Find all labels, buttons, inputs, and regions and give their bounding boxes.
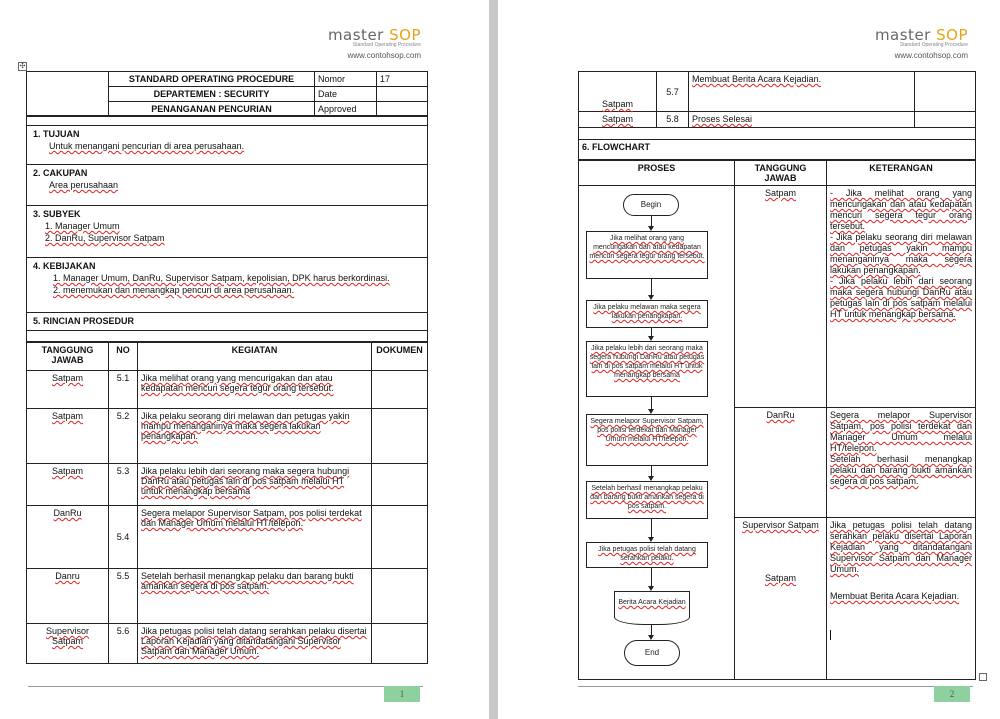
- flow-document: Berita Acara Kejadian: [614, 591, 690, 625]
- section-cakupan: 2. CAKUPAN Area perusahaan: [26, 165, 428, 206]
- table-row: Satpam - Jika melihat orang yang mencurigakan dan atau kedapatan mencuri segera tegur orang tersebut. - Jika pelaku seorang diri melawan dan petugas yakin mampu menanganinya maka segera lakukan penangkapan. - Jika pelaku lebih dari seorang maka segera hubungi DanRu atau petugas lain di pos satpam melalui HT untuk menangkap bersama.: [579, 186, 976, 408]
- flow-step-3: Jika pelaku lebih dari seorang maka segera hubungi DanRu atau petugas lain di pos satpam melalui HT untuk menangkap bersama: [586, 341, 708, 397]
- document-page-2: [498, 0, 1000, 719]
- table-row: Satpam 5.8 Proses Selesai: [579, 112, 976, 128]
- table-row: Satpam 5.3 Jika pelaku lebih dari seorang maka segera hubungi DanRu atau petugas lain di pos satpam melalui HT untuk menangkap bersama: [27, 464, 428, 506]
- procedure-table: TANGGUNG JAWAB NO KEGIATAN DOKUMEN Satpam 5.1 Jika melihat orang yang mencurigakan dan atau kedapatan mencuri segera tegur orang tersebut. Satpam 5.2 Jika pelaku seorang diri melawan dan petugas yakin mampu menanganinya maka segera lakukan penangkapan. Satpam 5.3 Jika pelaku lebih dari seorang maka segera hubungi DanRu atau petugas lain di pos satpam melalui HT untuk menangkap bersama DanRu 5.4 Segera melapor Supervisor Satpam, pos polisi terdekat dan Manager Umum melalui HT/telepon. Danru 5.5 Setelah berhasil menangkap pelaku dan barang bukti amankan segera di pos satpam. Supervisor Satpam 5.6 Jika petugas polisi telah datang serahkan pelaku disertai Laporan Kejadian yang ditandatangani Supervisor Satpam dan Manager Umum.: [26, 342, 428, 664]
- table-row: Supervisor Satpam Satpam Jika petugas polisi telah datang serahkan pelaku disertai Laporan Kejadian yang ditandatangani Supervisor Satpam dan Manager Umum. Membuat Berita Acara Kejadian.: [579, 518, 976, 680]
- section-subyek: 3. SUBYEK 1. Manager Umum 2. DanRu, Supervisor Satpam: [26, 206, 428, 258]
- table-row: Satpam 5.2 Jika pelaku seorang diri melawan dan petugas yakin mampu menanganinya maka segera lakukan penangkapan.: [27, 409, 428, 464]
- table-row: DanRu 5.4 Segera melapor Supervisor Satpam, pos polisi terdekat dan Manager Umum melalui HT/telepon.: [27, 506, 428, 569]
- flow-step-5: Setelah berhasil menangkap pelaku dan barang bukti amankan segera di pos satpam.: [586, 481, 708, 519]
- flowchart-table: PROSES TANGGUNG JAWAB KETERANGAN Satpam - Jika melihat orang yang mencurigakan dan atau kedapatan mencuri segera tegur orang tersebut. - Jika pelaku seorang diri melawan dan petugas yakin mampu menanganinya maka segera lakukan penangkapan. - Jika pelaku lebih dari seorang maka segera hubungi DanRu atau petugas lain di pos satpam melalui HT untuk menangkap bersama. DanRu Segera melapor Supervisor Satpam, pos polisi terdekat dan Manager Umum melalui HT/telepon. Setelah berhasil menangkap pelaku dan barang bukti amankan segera di pos satpam. Supervisor Satpam Satpam Jika petugas polisi telah datang serahkan pelaku disertai Laporan Kejadian yang ditandatangani Supervisor Satpam dan Manager Umum. Membuat Berita Acara Kejadian.: [578, 160, 976, 680]
- section-rincian: 5. RINCIAN PROSEDUR: [26, 313, 428, 331]
- document-page-1: [0, 0, 489, 719]
- flow-step-1: Jika melihat orang yang mencurigakan dan atau kedapatan mencuri segera tegur orang tersebut.: [586, 231, 708, 279]
- page-number: 1: [384, 686, 420, 702]
- flow-step-2: Jika pelaku melawan maka segera lakukan penangkapan.: [586, 300, 708, 328]
- table-move-handle-icon[interactable]: ✣: [19, 63, 26, 70]
- flow-end: End: [624, 640, 680, 666]
- table-resize-handle[interactable]: [979, 673, 987, 681]
- logo: master SOP Standard Operating Procedure www.contohsop.com: [327, 26, 421, 60]
- logo: master SOP Standard Operating Procedure www.contohsop.com: [874, 26, 968, 60]
- flowchart-title: 6. FLOWCHART: [579, 140, 976, 160]
- flow-step-6: Jika petugas polisi telah datang serahkan pelaku.: [586, 542, 708, 568]
- header-table: STANDARD OPERATING PROCEDURE Nomor 17 DEPARTEMEN : SECURITY Date PENANGANAN PENCURIAN Approved: [26, 71, 428, 117]
- flow-step-4: Segera melapor Supervisor Satpam, pos polisi terdekat dan Manager Umum melalui HT/telepon.: [586, 414, 708, 466]
- section-tujuan: 1. TUJUAN Untuk menangani pencurian di area perusahaan.: [26, 125, 428, 165]
- text-cursor: [830, 630, 831, 640]
- flow-begin: Begin: [623, 194, 679, 216]
- section-kebijakan: 4. KEBIJAKAN 1. Manager Umum, DanRu, Supervisor Satpam, kepolisian, DPK harus berkordinasi. 2. menemukan dan menangkap pencuri di area perusahaan.: [26, 258, 428, 313]
- table-row: Satpam 5.1 Jika melihat orang yang mencurigakan dan atau kedapatan mencuri segera tegur orang tersebut.: [27, 371, 428, 409]
- logo-url: www.contohsop.com: [347, 51, 421, 60]
- procedure-table-continued: [578, 71, 976, 160]
- table-row: Satpam 5.7 Membuat Berita Acara Kejadian.: [579, 72, 976, 112]
- table-row: Danru 5.5 Setelah berhasil menangkap pelaku dan barang bukti amankan segera di pos satpam.: [27, 569, 428, 624]
- table-row: Supervisor Satpam 5.6 Jika petugas polisi telah datang serahkan pelaku disertai Laporan Kejadian yang ditandatangani Supervisor Satpam dan Manager Umum.: [27, 624, 428, 664]
- page-number: 2: [934, 686, 970, 702]
- page-gap: [489, 0, 498, 719]
- table-row: DanRu Segera melapor Supervisor Satpam, pos polisi terdekat dan Manager Umum melalui HT/telepon. Setelah berhasil menangkap pelaku dan barang bukti amankan segera di pos satpam.: [579, 408, 976, 518]
- logo-url: www.contohsop.com: [894, 51, 968, 60]
